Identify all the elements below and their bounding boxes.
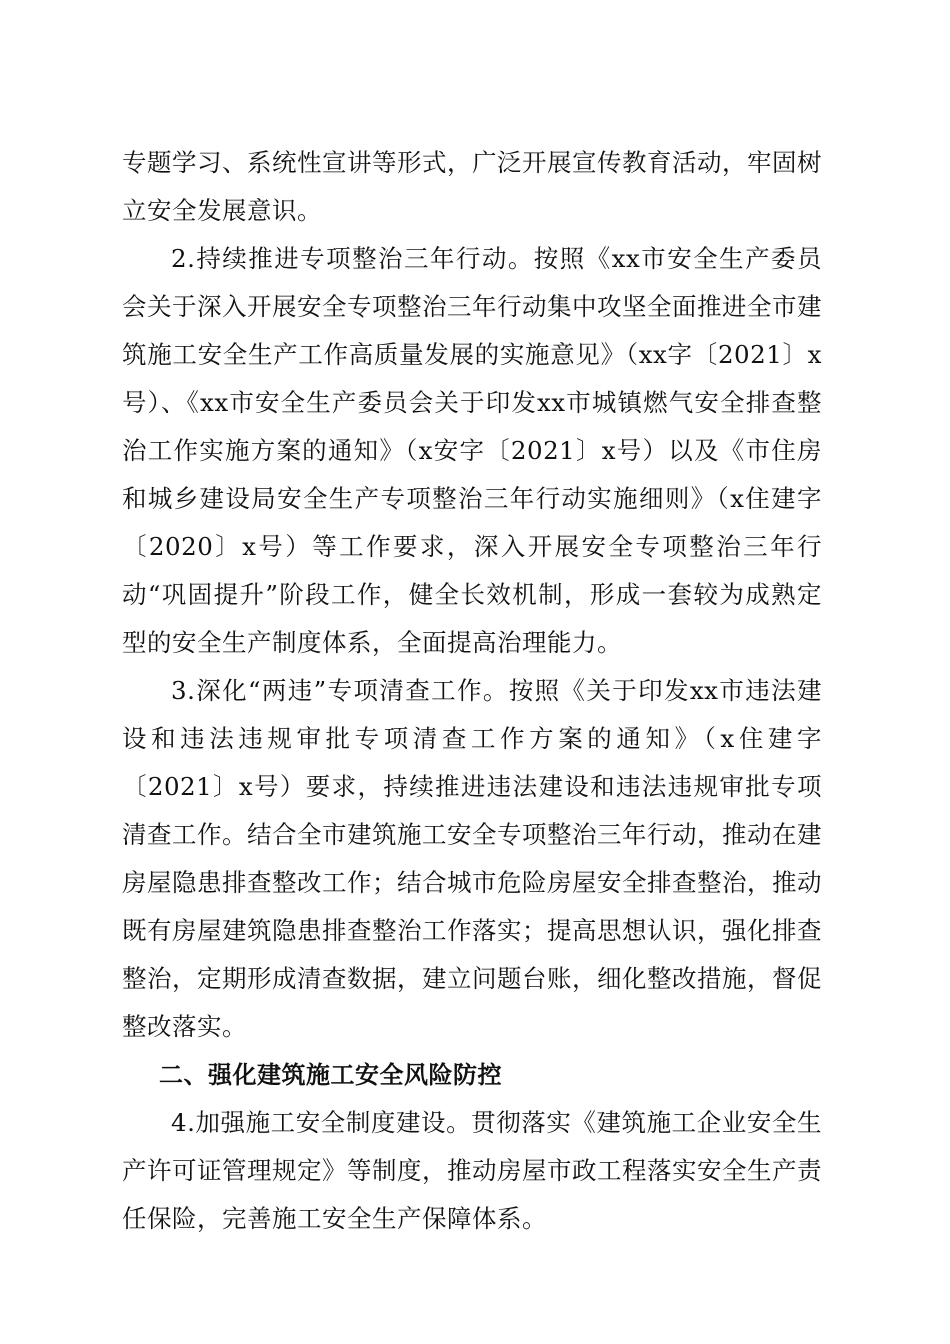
document-body — [122, 139, 822, 1243]
paragraph-item-3: 3.深化“两违”专项清查工作。按照《关于印发xx市违法建设和违法违规审批专项清查工作方案的通知》（x住建字〔2021〕x号）要求，持续推进违法建设和违法违规审批专项清查工作。结合全市建筑施工安全专项整治三年行动，推动在建房屋隐患排查整改工作；结合城市危险房屋安全排查整治，推动既有房屋建筑隐患排查整治工作落实；提高思想认识，强化排查整治，定期形成清查数据，建立问题台账，细化整改措施，督促整改落实。 — [122, 676, 822, 1041]
paragraph-continuation: 专题学习、系统性宣讲等形式，广泛开展宣传教育活动，牢固树立安全发展意识。 — [122, 148, 822, 225]
paragraph-item-4: 4.加强施工安全制度建设。贯彻落实《建筑施工企业安全生产许可证管理规定》等制度，推动房屋市政工程落实安全生产责任保险，完善施工安全生产保障体系。 — [122, 1108, 822, 1233]
paragraph-item-2: 2.持续推进专项整治三年行动。按照《xx市安全生产委员会关于深入开展安全专项整治三年行动集中攻坚全面推进全市建筑施工安全生产工作高质量发展的实施意见》（xx字〔2021〕x号）、《xx市安全生产委员会关于印发xx市城镇燃气安全排查整治工作实施方案的通知》（x安字〔2021〕x号）以及《市住房和城乡建设局安全生产专项整治三年行动实施细则》（x住建字〔2020〕x号）等工作要求，深入开展安全专项整治三年行动“巩固提升”阶段工作，健全长效机制，形成一套较为成熟定型的安全生产制度体系，全面提高治理能力。 — [122, 244, 822, 657]
section-heading: 二、强化建筑施工安全风险防控 — [159, 1061, 502, 1089]
